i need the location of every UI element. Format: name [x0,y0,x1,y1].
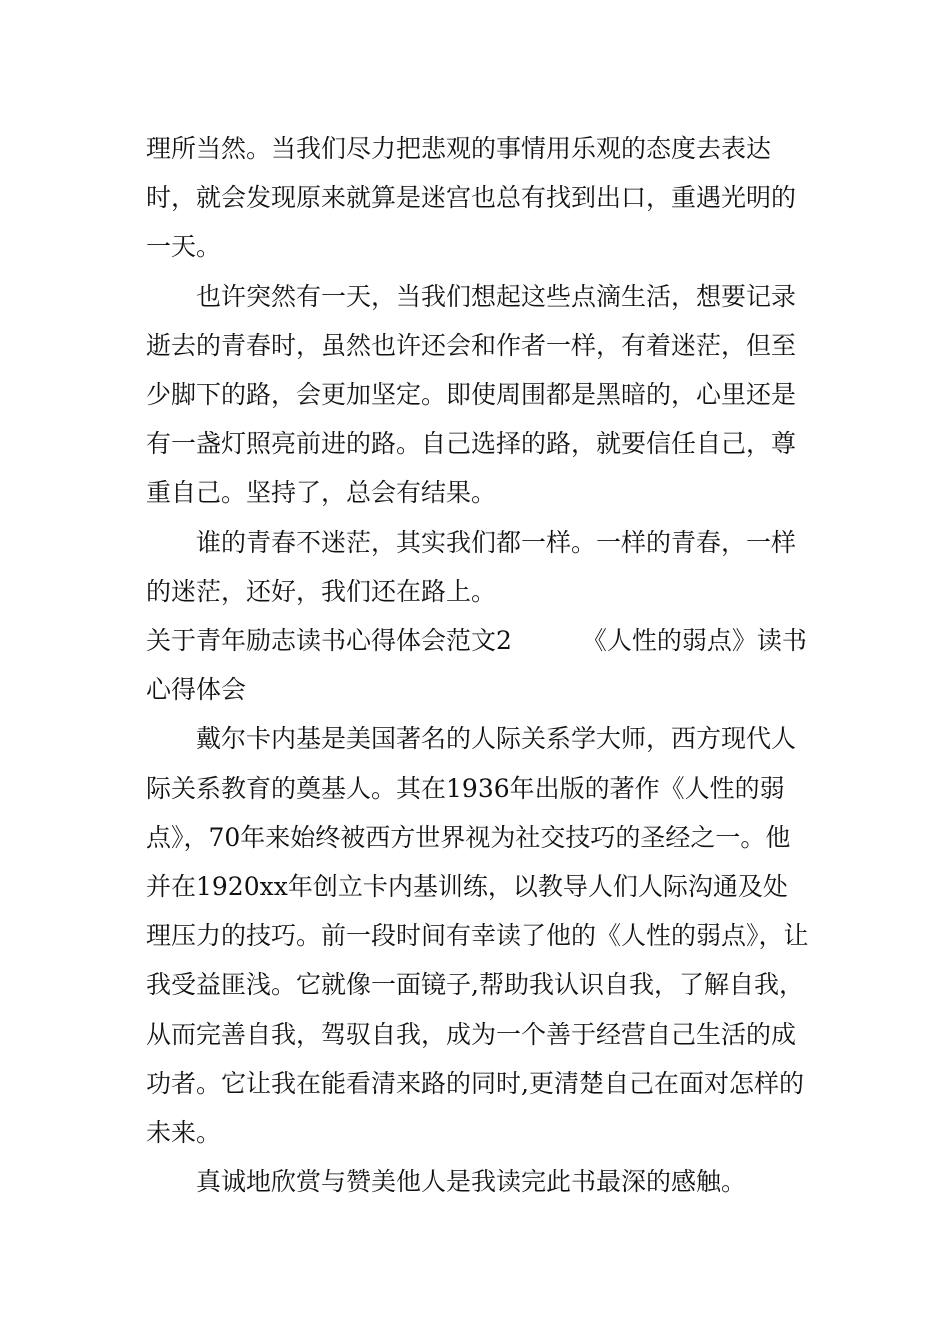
paragraph-youth-confusion: 谁的青春不迷茫，其实我们都一样。一样的青春，一样的迷茫，还好，我们还在路上。 [146,527,797,606]
paragraph-continued: 理所当然。当我们尽力把悲观的事情用乐观的态度去表达时，就会发现原来就算是迷宫也总有找到出口，重遇光明的一天。 [146,134,797,262]
section-heading-title: 关于青年励志读书心得体会范文2 [146,626,512,656]
paragraph-carnegie-intro: 戴尔卡内基是美国著名的人际关系学大师，西方现代人际关系教育的奠基人。其在1936年出版的著作《人性的弱点》，70年来始终被西方世界视为社交技巧的圣经之一。他并在1920xx年创立卡内基训练，以教导人们人际沟通及处理压力的技巧。前一段时间有幸读了他的《人性的弱点》，让我受益匪浅。它就像一面镜子,帮助我认识自我，了解自我，从而完善自我，驾驭自我，成为一个善于经营自己生活的成功者。它让我在能看清来路的同时,更清楚自己在面对怎样的未来。 [146,724,809,1148]
paragraph-youth-memory: 也许突然有一天，当我们想起这些点滴生活，想要记录逝去的青春时，虽然也许还会和作者一样，有着迷茫，但至少脚下的路，会更加坚定。即使周围都是黑暗的，心里还是有一盏灯照亮前进的路。自己选择的路，就要信任自己，尊重自己。坚持了，总会有结果。 [146,281,797,508]
section-heading-subtitle: 《人性的弱点》读书心得体会 [146,626,807,705]
document-body [146,124,810,1206]
section-heading [146,616,810,714]
paragraph-sincere-praise: 真诚地欣赏与赞美他人是我读完此书最深的感触。 [196,1167,747,1197]
